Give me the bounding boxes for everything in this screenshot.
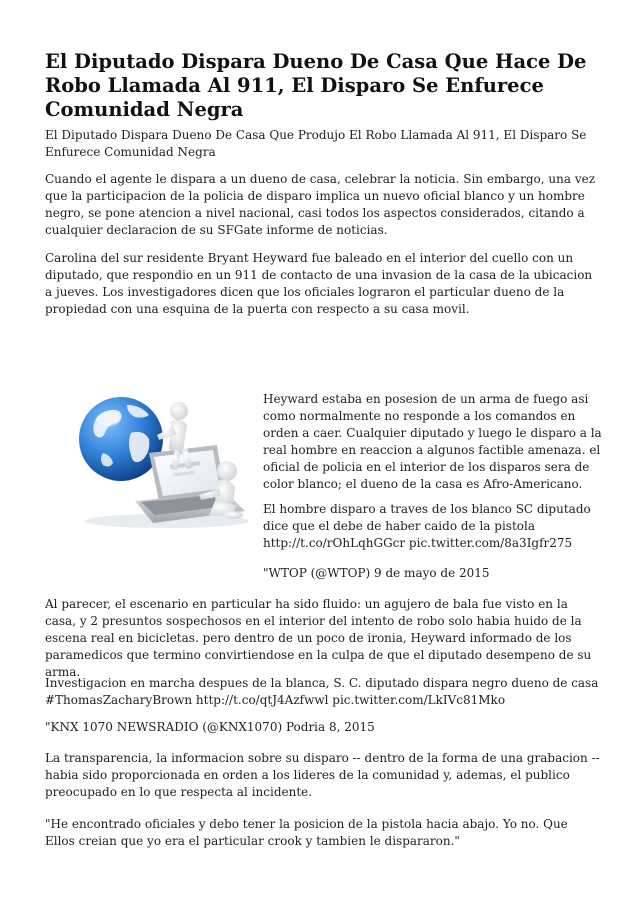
globe-laptop-illustration (75, 383, 253, 531)
side-quote-source: "WTOP (@WTOP) 9 de mayo de 2015 (263, 566, 490, 580)
globe-laptop-figures-icon (75, 383, 253, 531)
body-paragraph-6: La transparencia, la informacion sobre su disparo -- dentro de la forma de una grabacion -- habia sido proporcionada en orden a los lideres de la comunidad y, ademas, el publico preocupado en lo que respecta al incidente. (45, 751, 600, 799)
body-paragraph-4: Investigacion en marcha despues de la blanca, S. C. diputado dispara negro dueno de casa #ThomasZacharyBrown http://t.co/qtJ4Azfwwl pic.twitter.com/LkIVc81Mko (45, 676, 599, 707)
body-paragraph-2: Carolina del sur residente Bryant Heyward fue baleado en el interior del cuello con un diputado, que respondio en un 911 de contacto de una invasion de la casa de la ubicacion a jueves. Los investigadores dicen que los oficiales lograron el particular dueno de la propiedad con una esquina de la puerta con respecto a su casa movil. (45, 251, 593, 316)
body-paragraph-1: Cuando el agente le dispara a un dueno de casa, celebrar la noticia. Sin embargo, una vez que la participacion de la policia de disparo implica un nuevo oficial blanco y un hombre negro, se pone atencion a nivel nacional, casi todos los aspectos considerados, citando a cualquier declaracion de su SFGate informe de noticias. (45, 172, 596, 237)
article-title: El Diputado Dispara Dueno De Casa Que Hace De Robo Llamada Al 911, El Disparo Se Enfurece Comunidad Negra (45, 50, 587, 121)
body-paragraph-3: Al parecer, el escenario en particular ha sido fluido: un agujero de bala fue visto en la casa, y 2 presuntos sospechosos en el interior del intento de robo solo habia huido de la escena real en bicicletas. pero dentro de un poco de ironia, Heyward informado de los paramedicos que termino convirtiendose en la culpa de que el diputado desempeno de su arma. (45, 597, 592, 679)
side-paragraph-2: El hombre disparo a traves de los blanco SC diputado dice que el debe de haber caido de la pistola http://t.co/rOhLqhGGcr pic.twitter.com/8a3Igfr275 (263, 502, 591, 550)
intro-paragraph: El Diputado Dispara Dueno De Casa Que Produjo El Robo Llamada Al 911, El Disparo Se Enfurece Comunidad Negra (45, 128, 587, 159)
body-paragraph-5: "KNX 1070 NEWSRADIO (@KNX1070) Podria 8, 2015 (45, 720, 375, 734)
body-paragraph-7: "He encontrado oficiales y debo tener la posicion de la pistola hacia abajo. Yo no. Que Ellos creian que yo era el particular crook y tambien le dispararon." (45, 817, 568, 848)
side-paragraph-1: Heyward estaba en posesion de un arma de fuego asi como normalmente no responde a los comandos en orden a caer. Cualquier diputado y luego le disparo a la real hombre en reaccion a algunos factible amenaza. el oficial de policia en el interior de los disparos sera de color blanco; el dueno de la casa es Afro-Americano. (263, 392, 602, 491)
